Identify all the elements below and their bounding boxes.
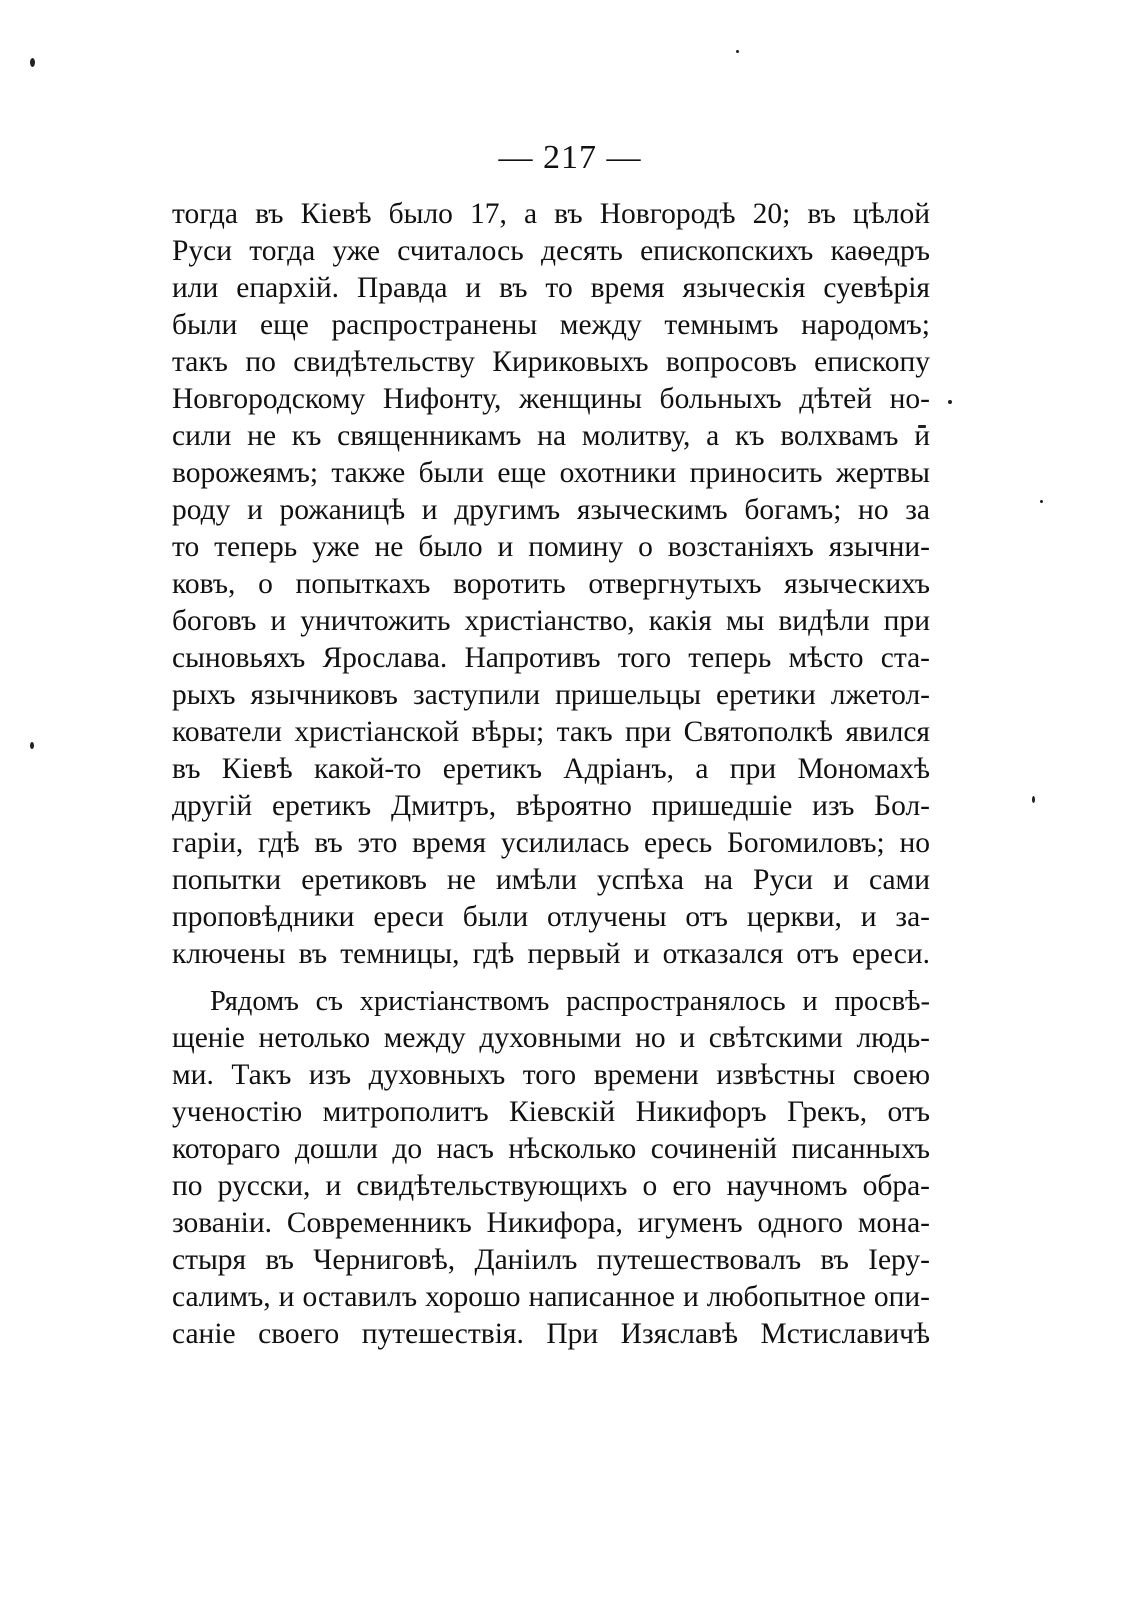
- text-line: стыря въ Черниговѣ, Даніилъ путешествовалъ въ Іеру-: [172, 1244, 930, 1276]
- text-line: саніе своего путешествія. При Изяславѣ Мстиславичѣ: [172, 1318, 930, 1350]
- scan-speck: [30, 742, 34, 749]
- scan-speck: [1032, 796, 1035, 803]
- scan-speck: [948, 400, 952, 404]
- text-line: роду и рожаницѣ и другимъ языческимъ богамъ; но за: [172, 494, 930, 526]
- text-line: зованіи. Современникъ Никифора, игуменъ одного мона-: [172, 1207, 930, 1239]
- paragraph-gap: [172, 973, 930, 983]
- text-line: сили не къ священникамъ на молитву, а къ волхвамъ и: [172, 420, 930, 452]
- text-line: ворожеямъ; также были еще охотники приносить жертвы: [172, 457, 930, 489]
- text-line: то теперь уже не было и помину о возстаніяхъ язычни-: [172, 531, 930, 563]
- text-line: щеніе нетолько между духовными но и свѣтскими людь-: [172, 1022, 930, 1054]
- text-line: были еще распространены между темнымъ народомъ;: [172, 309, 930, 341]
- text-line: ми. Такъ изъ духовныхъ того времени извѣстны своею: [172, 1059, 930, 1091]
- paragraph-2: [172, 983, 930, 1353]
- text-line: рыхъ язычниковъ заступили пришельцы еретики лжетол-: [172, 679, 930, 711]
- scan-speck: [736, 50, 739, 53]
- text-line: по русски, и свидѣтельствующихъ о его научномъ обра-: [172, 1170, 930, 1202]
- text-line: въ Кіевѣ какой-то еретикъ Адріанъ, а при Мономахѣ: [172, 753, 930, 785]
- text-line: ученостію митрополитъ Кіевскій Никифоръ Грекъ, отъ: [172, 1096, 930, 1128]
- text-line: Руси тогда уже считалось десять епископскихъ каѳедръ: [172, 235, 930, 267]
- text-line: проповѣдники ереси были отлучены отъ церкви, и за-: [172, 901, 930, 933]
- text-line: ключены въ темницы, гдѣ первый и отказался отъ ереси.: [172, 938, 930, 970]
- scan-speck: [1040, 500, 1043, 503]
- text-line: котораго дошли до насъ нѣсколько сочиненій писанныхъ: [172, 1133, 930, 1165]
- text-line: кователи христіанской вѣры; такъ при Святополкѣ явился: [172, 716, 930, 748]
- scan-speck: [30, 58, 35, 67]
- text-line: Рядомъ съ христіанствомъ распространялось и просвѣ-: [210, 986, 930, 1017]
- text-line: ковъ, о попыткахъ воротить отвергнутыхъ языческихъ: [172, 568, 930, 600]
- text-line: или епархій. Правда и въ то время языческія суевѣрія: [172, 272, 930, 304]
- text-line: другій еретикъ Дмитръ, вѣроятно пришедшіе изъ Бол-: [172, 790, 930, 822]
- text-line: сыновьяхъ Ярослава. Напротивъ того теперь мѣсто ста-: [172, 642, 930, 674]
- text-line: Новгородскому Нифонту, женщины больныхъ дѣтей но-: [172, 383, 930, 415]
- text-line: боговъ и уничтожить христіанство, какія мы видѣли при: [172, 605, 930, 637]
- paragraph-1: [172, 196, 930, 973]
- text-line: тогда въ Кіевѣ было 17, а въ Новгородѣ 20; въ цѣлой: [172, 198, 930, 230]
- page-number: — 217 —: [498, 139, 642, 176]
- text-line: салимъ, и оставилъ хорошо написанное и любопытное опи-: [172, 1281, 930, 1313]
- text-line: попытки еретиковъ не имѣли успѣха на Руси и сами: [172, 864, 930, 896]
- text-line: гаріи, гдѣ въ это время усилилась ересь Богомиловъ; но: [172, 827, 930, 859]
- text-line: такъ по свидѣтельству Кириковыхъ вопросовъ епископу: [172, 346, 930, 378]
- body-text: [172, 196, 930, 1353]
